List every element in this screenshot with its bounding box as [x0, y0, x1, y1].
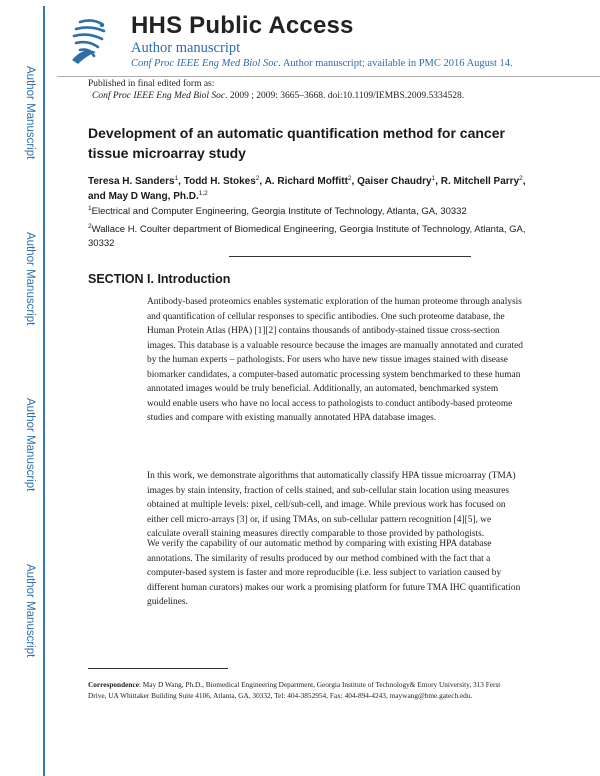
header-divider: [57, 76, 600, 77]
body-paragraph: In this work, we demonstrate algorithms that automatically classify HPA tissue microarray (TMA) images by stain intensity, fraction of cells stained, and sub-cellular stain location using measures obtained at multiple levels: pixel, cell/sub-cell, and image. While previous work has focused on either cell micro-arrays [3] or, if using TMAs, on sub-cellular pattern recognition [4][5], we calculate overall staining measures directly comparable to those provided by pathologists.: [147, 471, 516, 539]
affiliation-text: Wallace H. Coulter department of Biomedical Engineering, Georgia Institute of Technology, Atlanta, GA, 30332: [88, 224, 526, 249]
author-name: May D Wang, Ph.D.: [108, 191, 199, 202]
section-divider: [229, 256, 471, 257]
author-separator: ,: [178, 176, 184, 187]
sidebar-label-author-manuscript: Author Manuscript: [24, 66, 36, 160]
body-paragraph: Antibody-based proteomics enables systematic exploration of the human proteome through analysis and quantification of cellular responses to specific antibodies. One such proteome database, the Human Protein Atlas (HPA) [1][2] contains thousands of antibody-stained tissue cross-section images. This database is a valuable resource because the images are manually annotated and curated by the human experts – pathologists. For users who have new tissue images stained with disease biomarker candidates, a computer-based automatic processing system benchmarked to these human annotated images would be truly beneficial. Additionally, an automated, benchmarked system would enable users who have no local access to pathologists to conduct antibody-based proteome studies and compare with existing manually annotated HPA database images.: [147, 297, 523, 423]
publication-details: . 2009 ; 2009: 3665–3668. doi:10.1109/IEMBS.2009.5334528.: [225, 91, 465, 101]
author-name: A. Richard Moffitt: [264, 176, 348, 187]
hhs-eagle-logo-icon: [66, 16, 112, 66]
correspondence-text: : May D Wang, Ph.D., Biomedical Engineering Department, Georgia Institute of Technology& Emory University, 313 Ferst Drive, UA Whittaker Building Suite 4106, Atlanta, GA, 30332, Tel: 404-3852954, Fax: 404-894-4243, maywang@bme.gatech.edu.: [88, 680, 501, 700]
sidebar-label-author-manuscript: Author Manuscript: [24, 232, 36, 326]
author-manuscript-subtitle: Author manuscript: [131, 40, 241, 56]
journal-availability: [131, 58, 513, 69]
article-title: Development of an automatic quantification method for cancer tissue microarray study: [88, 125, 505, 161]
affiliation: [88, 205, 538, 219]
body-paragraph: We verify the capability of our automatic method by comparing with existing HPA database annotations. The similarity of results produced by our method combined with the fact that a computer-based system is faster and more reproducible (i.e. less subject to variation caused by different human curators) makes our work a promising platform for future TMA IHC quantification guidelines.: [147, 539, 521, 607]
author-name: Todd H. Stokes: [183, 176, 256, 187]
author-name: R. Mitchell Parry: [440, 176, 520, 187]
affiliation-number: 2: [88, 223, 92, 230]
footnote-divider: [88, 668, 228, 669]
publication-journal: Conf Proc IEEE Eng Med Biol Soc: [92, 91, 226, 101]
author-affiliation-marker: 2: [347, 175, 352, 182]
correspondence-label: Correspondence: [88, 680, 139, 689]
author-separator: , and: [88, 176, 526, 202]
publication-citation: [92, 91, 464, 101]
affiliation: [88, 223, 538, 251]
author-list: [88, 174, 538, 204]
affiliation-text: Electrical and Computer Engineering, Georgia Institute of Technology, Atlanta, GA, 30332: [91, 206, 467, 217]
author-affiliation-marker: 2: [255, 175, 260, 182]
author-affiliation-marker: 1,2: [198, 190, 208, 197]
author-separator: ,: [435, 176, 441, 187]
author-separator: ,: [259, 176, 265, 187]
hhs-public-access-title: HHS Public Access: [131, 12, 354, 39]
author-affiliation-marker: 2: [519, 175, 523, 182]
section-heading: SECTION I. Introduction: [88, 272, 231, 286]
published-in-label: Published in final edited form as:: [88, 79, 215, 89]
author-separator: ,: [351, 176, 358, 187]
sidebar-label-author-manuscript: Author Manuscript: [24, 398, 36, 492]
author-name: Qaiser Chaudry: [357, 176, 432, 187]
author-affiliation-marker: 1: [431, 175, 436, 182]
sidebar-divider: [43, 6, 45, 776]
correspondence-footnote: [88, 680, 518, 701]
journal-name: Conf Proc IEEE Eng Med Biol Soc: [131, 58, 279, 69]
author-name: Teresa H. Sanders: [88, 176, 175, 187]
author-affiliation-marker: 1: [174, 175, 179, 182]
availability-text: . Author manuscript; available in PMC 2016 August 14.: [278, 58, 513, 69]
affiliation-number: 1: [88, 205, 92, 212]
sidebar-label-author-manuscript: Author Manuscript: [24, 564, 36, 658]
